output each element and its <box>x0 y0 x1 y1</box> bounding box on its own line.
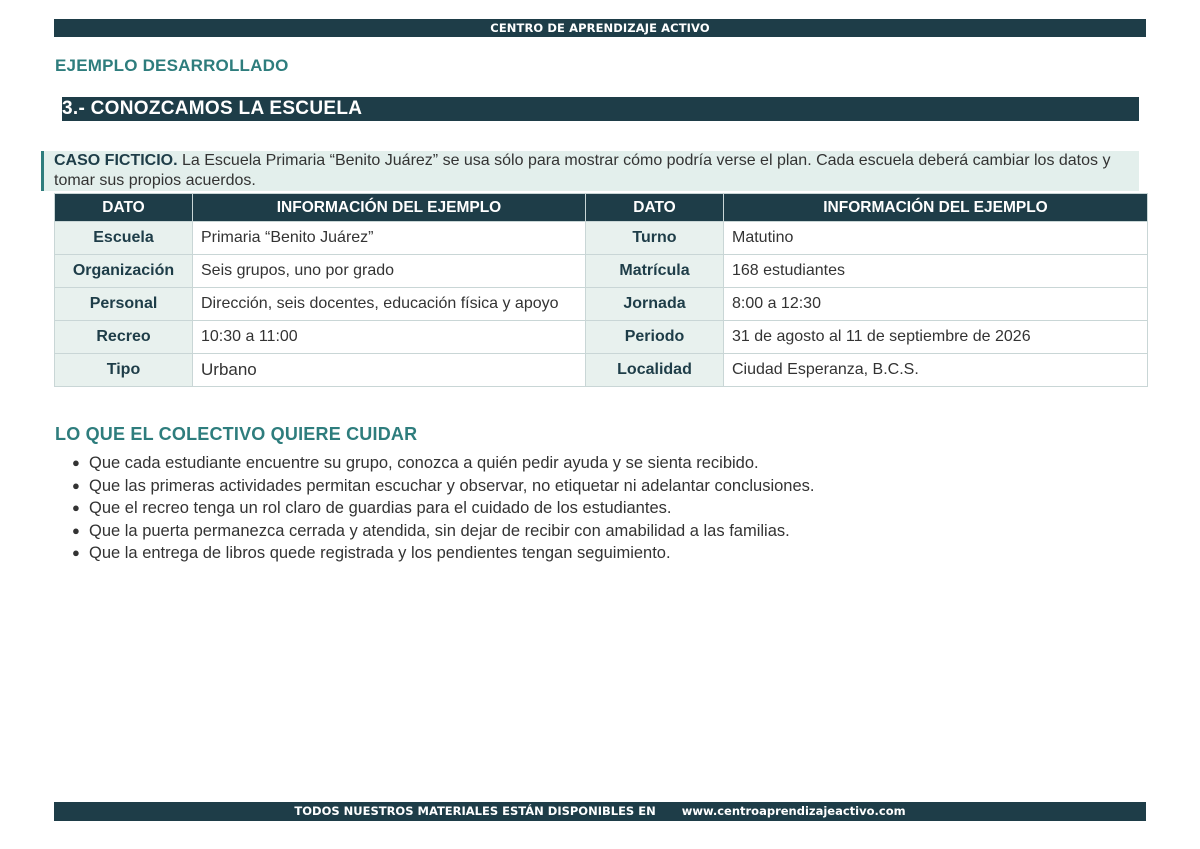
table-key-cell: Escuela <box>55 222 193 255</box>
table-row <box>55 288 1148 321</box>
table-key-cell: Matrícula <box>586 255 724 288</box>
table-key-cell: Periodo <box>586 321 724 354</box>
table-row <box>55 321 1148 354</box>
header-banner: CENTRO DE APRENDIZAJE ACTIVO <box>54 19 1146 37</box>
table-key-cell: Personal <box>55 288 193 321</box>
table-header-cell: DATO <box>586 194 724 222</box>
section-label: EJEMPLO DESARROLLADO <box>55 56 289 75</box>
table-row <box>55 255 1148 288</box>
table-row <box>55 222 1148 255</box>
footer-banner <box>54 802 1146 821</box>
table-value-cell: 31 de agosto al 11 de septiembre de 2026 <box>724 321 1148 354</box>
table-row <box>55 354 1148 387</box>
list-item <box>72 475 814 498</box>
bullet-icon: ● <box>72 455 80 470</box>
bullet-icon: ● <box>72 545 80 560</box>
table-header-cell: DATO <box>55 194 193 222</box>
table-value-cell: 8:00 a 12:30 <box>724 288 1148 321</box>
list-item-text: Que el recreo tenga un rol claro de guardias para el cuidado de los estudiantes. <box>89 499 672 517</box>
case-note <box>54 151 1144 191</box>
table-header-cell: INFORMACIÓN DEL EJEMPLO <box>193 194 586 222</box>
section-title: 3.- CONOZCAMOS LA ESCUELA <box>62 98 363 119</box>
footer-url-link[interactable]: www.centroaprendizajeactivo.com <box>681 804 906 818</box>
table-value-cell: Ciudad Esperanza, B.C.S. <box>724 354 1148 387</box>
table-value-cell: Dirección, seis docentes, educación física y apoyo <box>193 288 586 321</box>
case-note-lead: CASO FICTICIO. <box>54 152 178 169</box>
list-item <box>72 452 814 475</box>
table-header-cell: INFORMACIÓN DEL EJEMPLO <box>724 194 1148 222</box>
footer-text: TODOS NUESTROS MATERIALES ESTÁN DISPONIBLES EN <box>294 804 656 818</box>
list-item <box>72 520 814 543</box>
care-list-title: LO QUE EL COLECTIVO QUIERE CUIDAR <box>55 424 418 444</box>
table-value-cell: 10:30 a 11:00 <box>193 321 586 354</box>
list-item-text: Que la puerta permanezca cerrada y atendida, sin dejar de recibir con amabilidad a las familias. <box>89 521 790 540</box>
table-header-row <box>55 194 1148 222</box>
care-list <box>72 452 814 565</box>
table-value-cell: 168 estudiantes <box>724 255 1148 288</box>
list-item-text: Que las primeras actividades permitan escuchar y observar, no etiquetar ni adelantar conclusiones. <box>89 476 815 495</box>
table-value-cell: Seis grupos, uno por grado <box>193 255 586 288</box>
list-item-text: Que cada estudiante encuentre su grupo, conozca a quién pedir ayuda y se sienta recibido. <box>89 454 759 472</box>
table-key-cell: Recreo <box>55 321 193 354</box>
case-note-text: La Escuela Primaria “Benito Juárez” se usa sólo para mostrar cómo podría verse el plan. Cada escuela deberá cambiar los datos y tomar sus propios acuerdos. <box>54 152 1111 189</box>
bullet-icon: ● <box>72 522 80 538</box>
list-item-text: Que la entrega de libros quede registrada y los pendientes tengan seguimiento. <box>89 544 671 562</box>
table-key-cell: Localidad <box>586 354 724 387</box>
table-key-cell: Tipo <box>55 354 193 387</box>
table-key-cell: Jornada <box>586 288 724 321</box>
bullet-icon: ● <box>72 477 80 493</box>
table-key-cell: Organización <box>55 255 193 288</box>
table-value-cell: Primaria “Benito Juárez” <box>193 222 586 255</box>
table-value-cell: Urbano <box>193 354 586 387</box>
section-title-bar <box>62 97 1139 121</box>
list-item <box>72 497 814 520</box>
school-data-table <box>54 193 1148 387</box>
table-key-cell: Turno <box>586 222 724 255</box>
list-item <box>72 542 814 565</box>
table-value-cell: Matutino <box>724 222 1148 255</box>
bullet-icon: ● <box>72 500 80 515</box>
